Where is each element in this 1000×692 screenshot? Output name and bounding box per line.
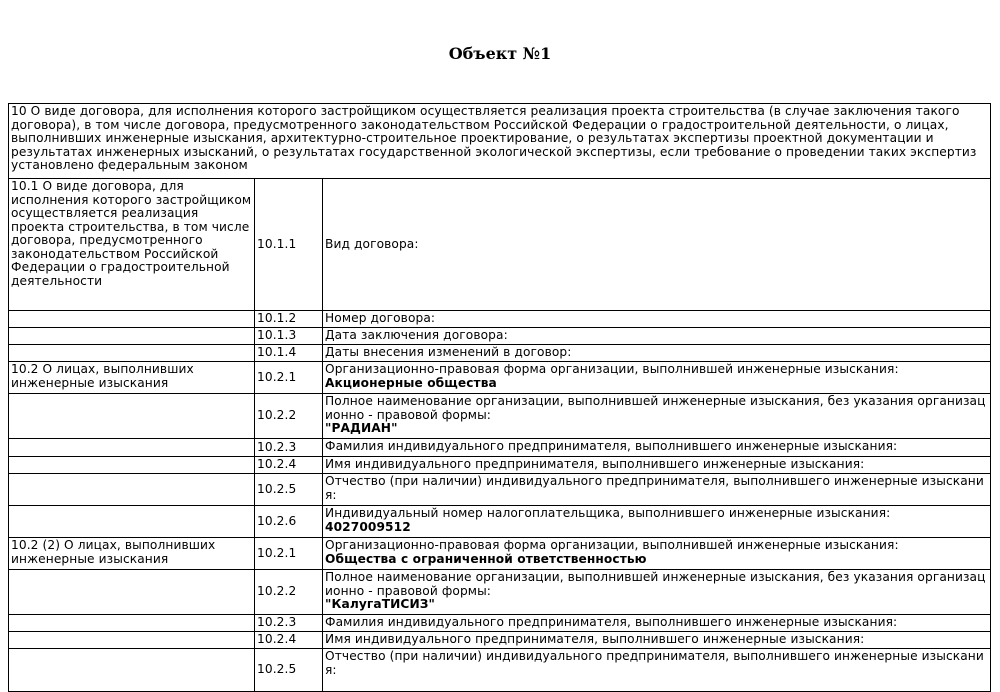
section-cell [9, 328, 255, 345]
table-row [9, 345, 991, 362]
section-cell [9, 439, 255, 457]
code-cell: 10.2.6 [255, 506, 323, 538]
field-label: Номер договора: [325, 311, 436, 325]
table-row [9, 457, 991, 474]
code-cell: 10.1.2 [255, 311, 323, 328]
field-label: Даты внесения изменений в договор: [325, 345, 572, 359]
field-cell [323, 632, 991, 649]
section-cell [9, 474, 255, 506]
table-row [9, 439, 991, 457]
page-title: Объект №1 [448, 44, 552, 63]
table-row [9, 649, 991, 692]
section-cell [9, 394, 255, 439]
field-cell [323, 474, 991, 506]
code-cell: 10.2.5 [255, 474, 323, 506]
section-header: 10 О виде договора, для исполнения которого застройщиком осуществляется реализация проекта строительства (в случае заключения такого договора), в том числе договора, предусмотренного законодательством Российской Федерации о градостроительной деятельности, о лицах, выполнивших инженерные изыскания, архитектурно-строительное проектирование, о результатах экспертизы проектной документации и результатах инженерных изысканий, о результатах государственной экологической экспертизы, если требование о проведении таких экспертиз установлено федеральным законом [9, 104, 991, 179]
code-cell: 10.2.1 [255, 538, 323, 570]
field-value: "КалугаТИСИЗ" [325, 597, 435, 611]
code-cell: 10.1.1 [255, 179, 323, 311]
code-cell: 10.2.2 [255, 394, 323, 439]
field-label: Вид договора: [325, 236, 419, 251]
table-header-row [9, 104, 991, 179]
field-cell [323, 179, 991, 311]
field-cell [323, 457, 991, 474]
code-cell: 10.2.4 [255, 457, 323, 474]
section-cell [9, 345, 255, 362]
field-label: Полное наименование организации, выполнившей инженерные изыскания, без указания организационно - правовой формы: [325, 394, 986, 422]
section-cell [9, 649, 255, 692]
object-table [8, 103, 991, 692]
section-cell: 10.1 О виде договора, для исполнения которого застройщиком осуществляется реализация проекта строительства, в том числе договора, предусмотренного законодательством Российской Федерации о градостроительной деятельности [9, 179, 255, 311]
section-cell [9, 457, 255, 474]
table-row [9, 474, 991, 506]
field-label: Организационно-правовая форма организации, выполнившей инженерные изыскания: [325, 538, 899, 552]
table-row [9, 632, 991, 649]
field-cell [323, 328, 991, 345]
code-cell: 10.2.3 [255, 439, 323, 457]
field-cell [323, 439, 991, 457]
table-row [9, 311, 991, 328]
section-cell [9, 632, 255, 649]
section-cell: 10.2 (2) О лицах, выполнивших инженерные изыскания [9, 538, 255, 570]
field-label: Полное наименование организации, выполнившей инженерные изыскания, без указания организационно - правовой формы: [325, 570, 986, 598]
table-row [9, 328, 991, 345]
code-cell: 10.1.3 [255, 328, 323, 345]
table-row [9, 570, 991, 615]
code-cell: 10.2.4 [255, 632, 323, 649]
field-label: Отчество (при наличии) индивидуального предпринимателя, выполнившего инженерные изыскания: [325, 649, 984, 677]
field-cell [323, 615, 991, 632]
section-cell: 10.2 О лицах, выполнивших инженерные изыскания [9, 362, 255, 394]
field-label: Индивидуальный номер налогоплательщика, выполнившего инженерные изыскания: [325, 506, 891, 520]
table-row [9, 394, 991, 439]
field-value: "РАДИАН" [325, 421, 398, 435]
section-cell [9, 615, 255, 632]
field-cell [323, 649, 991, 692]
code-cell: 10.1.4 [255, 345, 323, 362]
field-cell [323, 506, 991, 538]
code-cell: 10.2.3 [255, 615, 323, 632]
field-cell [323, 311, 991, 328]
field-cell [323, 538, 991, 570]
field-label: Фамилия индивидуального предпринимателя, выполнившего инженерные изыскания: [325, 439, 898, 453]
field-value: 4027009512 [325, 519, 411, 534]
section-cell [9, 311, 255, 328]
table-row [9, 179, 991, 311]
field-cell [323, 570, 991, 615]
field-label: Имя индивидуального предпринимателя, выполнившего инженерные изыскания: [325, 457, 865, 471]
table-row [9, 538, 991, 570]
field-label: Дата заключения договора: [325, 328, 508, 342]
code-cell: 10.2.2 [255, 570, 323, 615]
code-cell: 10.2.1 [255, 362, 323, 394]
section-cell [9, 570, 255, 615]
section-cell [9, 506, 255, 538]
field-label: Имя индивидуального предпринимателя, выполнившего инженерные изыскания: [325, 632, 865, 646]
table-row [9, 615, 991, 632]
field-cell [323, 362, 991, 394]
field-cell [323, 345, 991, 362]
field-label: Организационно-правовая форма организации, выполнившей инженерные изыскания: [325, 362, 899, 376]
table-row [9, 362, 991, 394]
table-row [9, 506, 991, 538]
field-label: Отчество (при наличии) индивидуального предпринимателя, выполнившего инженерные изыскания: [325, 474, 984, 502]
code-cell: 10.2.5 [255, 649, 323, 692]
field-cell [323, 394, 991, 439]
field-value: Акционерные общества [325, 375, 497, 390]
field-label: Фамилия индивидуального предпринимателя, выполнившего инженерные изыскания: [325, 615, 898, 629]
field-value: Общества с ограниченной ответственностью [325, 551, 647, 566]
